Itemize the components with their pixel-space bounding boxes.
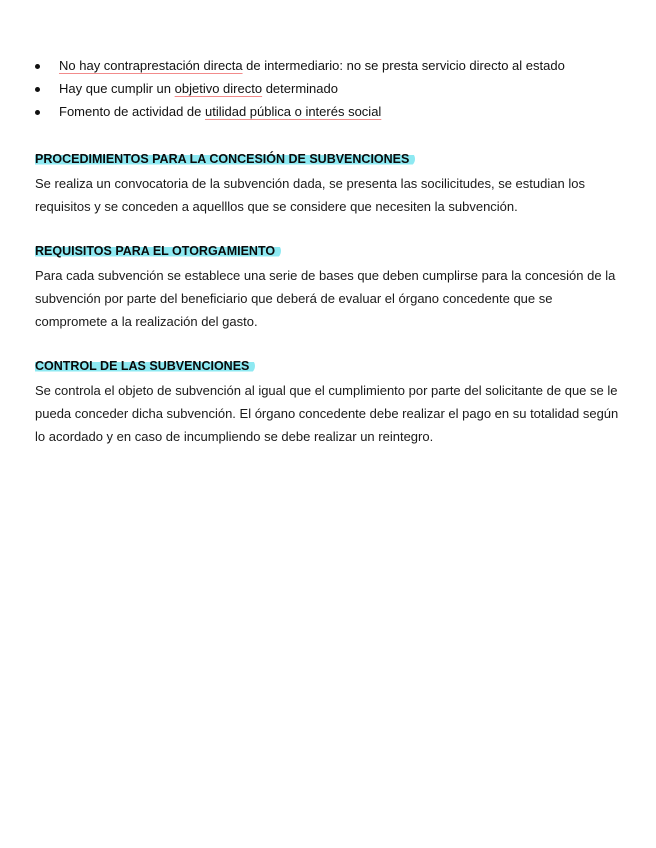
- underlined-phrase: utilidad pública o interés social: [204, 104, 382, 119]
- section-heading: PROCEDIMIENTOS PARA LA CONCESIÓN DE SUBVENCIONES: [35, 151, 415, 167]
- bullet-text: determinado: [262, 81, 338, 96]
- section-paragraph: Para cada subvención se establece una serie de bases que deben cumplirse para la concesión de la subvención por parte del beneficiario que deberá de evaluar el órgano concedente que se compromete a la realización del gasto.: [35, 268, 616, 329]
- bullet-text: de intermediario: no se presta servicio directo al estado: [242, 58, 565, 73]
- bullet-text: Hay que cumplir un: [59, 81, 175, 96]
- section-heading: REQUISITOS PARA EL OTORGAMIENTO: [35, 243, 281, 259]
- section-paragraph: Se realiza un convocatoria de la subvención dada, se presenta las socilicitudes, se estudian los requisitos y se conceden a aquelllos que se considere que necesiten la subvención.: [35, 176, 585, 214]
- bullet-dot-icon: [35, 64, 40, 69]
- section-control: [35, 357, 625, 448]
- bullet-list: [35, 56, 625, 125]
- underlined-phrase: objetivo directo: [174, 81, 263, 96]
- bullet-dot-icon: [35, 87, 40, 92]
- bullet-item: [35, 102, 625, 125]
- underlined-phrase: No hay contraprestación directa: [59, 58, 243, 73]
- bullet-item: [35, 56, 625, 79]
- bullet-item: [35, 79, 625, 102]
- section-procedimientos: [35, 150, 625, 218]
- section-heading: CONTROL DE LAS SUBVENCIONES: [35, 358, 255, 374]
- section-requisitos: [35, 242, 625, 333]
- bullet-text: Fomento de actividad de: [59, 104, 205, 119]
- bullet-dot-icon: [35, 110, 40, 115]
- section-paragraph: Se controla el objeto de subvención al igual que el cumplimiento por parte del solicitante de que se le pueda conceder dicha subvención. El órgano concedente debe realizar el pago en su totalidad según lo acordado y en caso de incumpliendo se debe realizar un reintegro.: [35, 383, 619, 444]
